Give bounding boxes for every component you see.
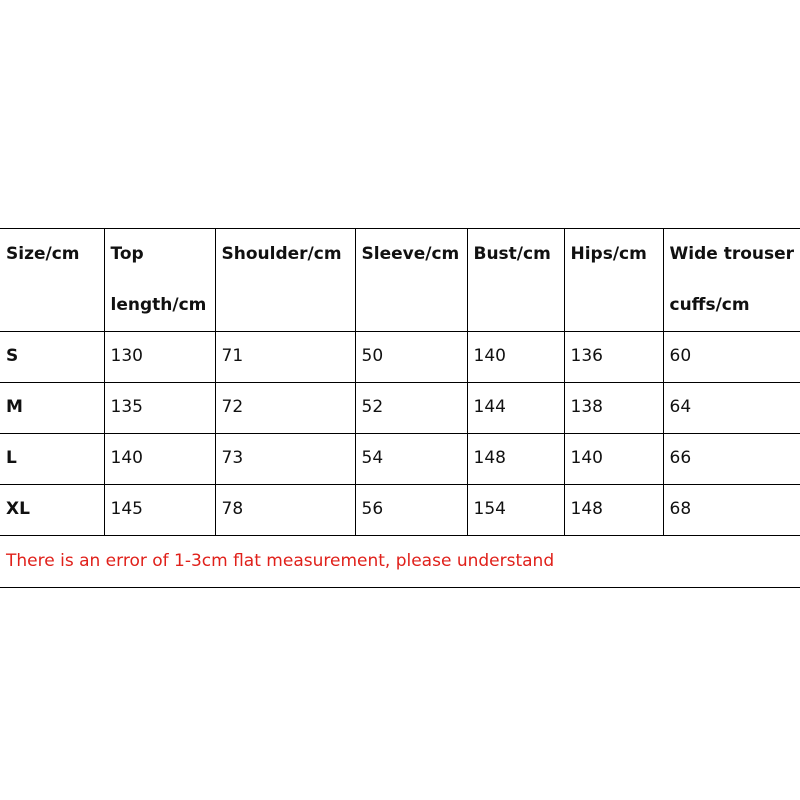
table-cell: 136	[564, 332, 663, 383]
table-row	[0, 485, 800, 536]
size-chart-table	[0, 228, 800, 588]
size-cell: S	[0, 332, 104, 383]
table-cell: 73	[215, 434, 355, 485]
table-row	[0, 383, 800, 434]
table-cell: 148	[564, 485, 663, 536]
table-cell: 71	[215, 332, 355, 383]
table-row	[0, 332, 800, 383]
table-cell: 66	[663, 434, 800, 485]
header-bust: Bust/cm	[467, 229, 564, 332]
size-cell: XL	[0, 485, 104, 536]
note-row	[0, 536, 800, 588]
table-cell: 60	[663, 332, 800, 383]
header-wide-trouser-cuffs: Wide trouser cuffs/cm	[663, 229, 800, 332]
measurement-note: There is an error of 1-3cm flat measurement, please understand	[0, 536, 800, 588]
table-cell: 144	[467, 383, 564, 434]
size-cell: L	[0, 434, 104, 485]
table-cell: 145	[104, 485, 215, 536]
table-cell: 56	[355, 485, 467, 536]
table-row	[0, 434, 800, 485]
table-cell: 140	[104, 434, 215, 485]
table-cell: 72	[215, 383, 355, 434]
table-cell: 52	[355, 383, 467, 434]
table-cell: 154	[467, 485, 564, 536]
table-cell: 64	[663, 383, 800, 434]
table-cell: 68	[663, 485, 800, 536]
table-cell: 54	[355, 434, 467, 485]
table-cell: 138	[564, 383, 663, 434]
table-cell: 130	[104, 332, 215, 383]
table-cell: 135	[104, 383, 215, 434]
table-cell: 140	[467, 332, 564, 383]
header-shoulder: Shoulder/cm	[215, 229, 355, 332]
header-size: Size/cm	[0, 229, 104, 332]
header-top-length: Top length/cm	[104, 229, 215, 332]
table-cell: 78	[215, 485, 355, 536]
size-cell: M	[0, 383, 104, 434]
table-cell: 140	[564, 434, 663, 485]
header-hips: Hips/cm	[564, 229, 663, 332]
header-row	[0, 229, 800, 332]
table-cell: 50	[355, 332, 467, 383]
table-cell: 148	[467, 434, 564, 485]
header-sleeve: Sleeve/cm	[355, 229, 467, 332]
